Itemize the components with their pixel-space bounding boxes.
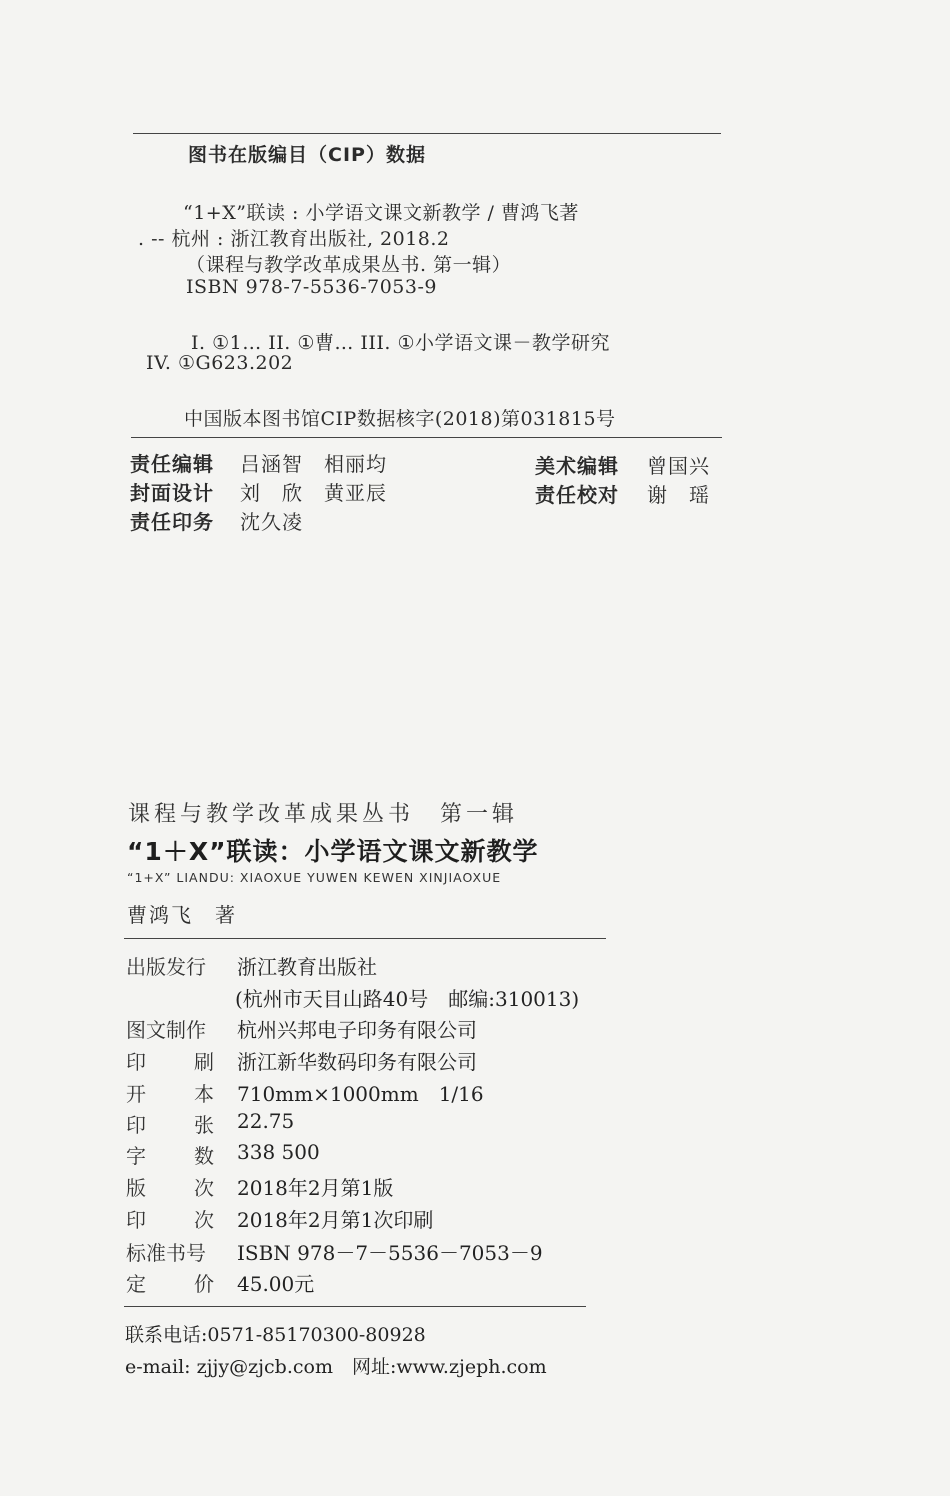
contact-phone: 联系电话:0571-85170300-80928 xyxy=(125,1324,426,1346)
print-manager-name: 沈久凌 xyxy=(240,510,303,534)
pub-value-impression: 2018年2月第1次印刷 xyxy=(237,1208,434,1232)
pub-value-word-count: 338 500 xyxy=(237,1140,320,1164)
proofreader-label: 责任校对 xyxy=(535,483,619,507)
cip-title: 图书在版编目（CIP）数据 xyxy=(188,144,426,166)
cip-publisher-line: . -- 杭州 : 浙江教育出版社, 2018.2 xyxy=(138,228,450,250)
pub-value-format: 710mm×1000mm 1/16 xyxy=(237,1082,484,1106)
pub-label-printer: 印 刷 xyxy=(126,1050,214,1074)
pub-label-impression: 印 次 xyxy=(126,1208,214,1232)
print-manager-label: 责任印务 xyxy=(130,510,214,534)
cip-series-line: （课程与教学改革成果丛书. 第一辑） xyxy=(186,254,512,276)
series-title: 课程与教学改革成果丛书 第一辑 xyxy=(128,802,519,827)
pub-value-typesetting: 杭州兴邦电子印务有限公司 xyxy=(237,1018,477,1042)
pub-value-isbn: ISBN 978－7－5536－7053－9 xyxy=(237,1241,543,1265)
pub-label-sheets: 印 张 xyxy=(126,1113,214,1137)
pub-label-edition: 版 次 xyxy=(126,1176,214,1200)
pub-value-sheets: 22.75 xyxy=(237,1109,295,1133)
pub-label-publisher: 出版发行 xyxy=(126,955,206,979)
pub-value-edition: 2018年2月第1版 xyxy=(237,1176,394,1200)
pub-value-printer: 浙江新华数码印务有限公司 xyxy=(237,1050,477,1074)
cip-isbn-line: ISBN 978-7-5536-7053-9 xyxy=(186,276,437,298)
pub-label-typesetting: 图文制作 xyxy=(126,1018,206,1042)
pub-label-format: 开 本 xyxy=(126,1082,214,1106)
cip-top-rule xyxy=(133,133,721,134)
pub-label-isbn: 标准书号 xyxy=(126,1241,206,1265)
pub-label-word-count: 字 数 xyxy=(126,1144,214,1168)
cip-classification-line: IV. ①G623.202 xyxy=(146,352,294,374)
author: 曹鸿飞 著 xyxy=(127,903,237,927)
pub-value-price: 45.00元 xyxy=(237,1272,315,1296)
editor-names: 吕涵智 相丽均 xyxy=(240,452,387,476)
contact-email-website: e-mail: zjjy@zjcb.com 网址:www.zjeph.com xyxy=(125,1356,547,1378)
cip-title-line: “1+X”联读 : 小学语文课文新教学 / 曹鸿飞著 xyxy=(183,202,579,224)
pub-value-publisher: 浙江教育出版社 xyxy=(237,955,377,979)
pub-label-price: 定 价 xyxy=(126,1272,214,1296)
cover-design-names: 刘 欣 黄亚辰 xyxy=(240,481,387,505)
pub-value-address: (杭州市天目山路40号 邮编:310013) xyxy=(235,987,580,1011)
editor-label: 责任编辑 xyxy=(130,452,214,476)
art-editor-label: 美术编辑 xyxy=(535,454,619,478)
publication-rule xyxy=(124,1306,586,1307)
proofreader-name: 谢 瑶 xyxy=(647,483,710,507)
cip-subject-line: I. ①1… II. ①曹… III. ①小学语文课－教学研究 xyxy=(191,332,611,354)
cover-design-label: 封面设计 xyxy=(130,481,214,505)
book-title: “1＋X”联读：小学语文课文新教学 xyxy=(127,837,539,866)
cip-bottom-rule xyxy=(131,437,722,438)
art-editor-name: 曾国兴 xyxy=(647,454,710,478)
cip-approval-number: 中国版本图书馆CIP数据核字(2018)第031815号 xyxy=(184,408,616,430)
book-info-rule xyxy=(124,938,606,939)
book-title-pinyin: “1+X” LIANDU: XIAOXUE YUWEN KEWEN XINJIAOXUE xyxy=(127,870,502,885)
